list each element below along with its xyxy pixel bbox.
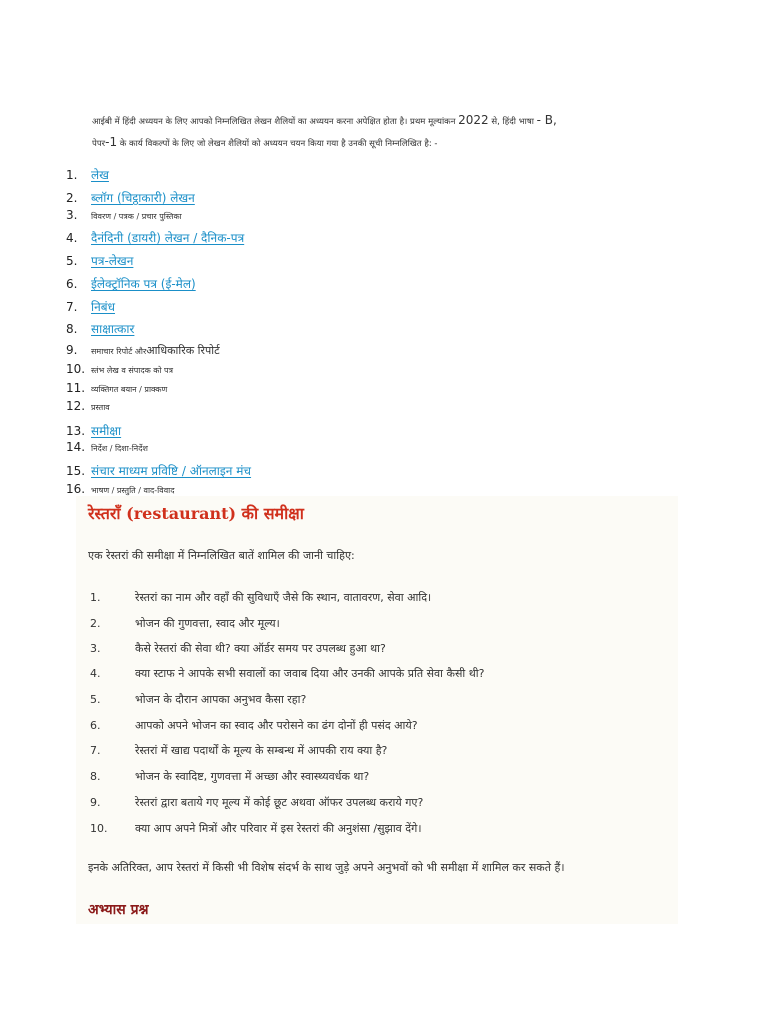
review-point-number: 7.: [90, 744, 101, 757]
review-point-text: क्या आप अपने मित्रों और परिवार में इस रेस्तरां की अनुशंसा /सुझाव देंगे।: [135, 822, 422, 835]
review-point-number: 2.: [90, 617, 101, 630]
writing-style-text: भाषण / प्रस्तुति / वाद-विवाद: [91, 486, 175, 495]
writing-style-link[interactable]: ब्लॉग (चिट्ठाकारी) लेखन: [91, 191, 195, 205]
intro-year: 2022: [458, 113, 489, 127]
review-point-number: 4.: [90, 667, 101, 680]
writing-style-link[interactable]: समीक्षा: [91, 424, 122, 438]
review-point-number: 1.: [90, 591, 101, 604]
list-item: [66, 381, 167, 395]
review-point-text: भोजन के स्वादिष्ट, गुणवत्ता में अच्छा और स्वास्थ्यवर्धक था?: [135, 770, 370, 783]
review-point: [90, 692, 306, 707]
list-number: 13.: [66, 424, 86, 438]
writing-style-link[interactable]: दैनंदिनी (डायरी) लेखन / दैनिक-पत्र: [91, 231, 245, 245]
review-point: [90, 666, 484, 681]
writing-style-text: समाचार रिपोर्ट और: [91, 347, 147, 356]
list-number: 3.: [66, 208, 78, 222]
review-point-number: 8.: [90, 770, 101, 783]
intro-text-2a: पेपर: [92, 139, 106, 149]
list-item: [66, 166, 109, 183]
list-number: 6.: [66, 277, 78, 291]
list-item: [66, 440, 148, 454]
writing-style-link[interactable]: ईलेक्ट्रॉनिक पत्र (ई-मेल): [91, 277, 196, 291]
writing-style-link[interactable]: संचार माध्यम प्रविष्टि / ऑनलाइन मंच: [91, 464, 252, 478]
list-item: [66, 399, 110, 413]
intro-level: - B,: [536, 113, 557, 127]
intro-text-2c: के कार्य विकल्पों के लिए जो लेखन शैलियों को अध्ययन चयन किया गया है उनकी सूची निम्नलिखित है: -: [117, 139, 438, 149]
review-point-text: आपको अपने भोजन का स्वाद और परोसने का ढंग दोनों ही पसंद आये?: [135, 719, 418, 732]
list-number: 12.: [66, 399, 86, 413]
list-number: 10.: [66, 362, 86, 376]
intro-paragraph: [92, 110, 692, 154]
review-point: [90, 590, 431, 605]
review-point: [90, 769, 369, 784]
list-item: [66, 422, 121, 439]
list-number: 8.: [66, 322, 78, 336]
list-item: [66, 252, 133, 269]
review-point: [90, 795, 423, 810]
review-point-number: 10.: [90, 822, 108, 835]
review-point-text: रेस्तरां का नाम और वहाँ की सुविधाएँ जैसे कि स्थान, वातावरण, सेवा आदि।: [135, 591, 432, 604]
review-title: रेस्तराँ (restaurant) की समीक्षा: [88, 504, 304, 523]
writing-style-text: प्रस्ताव: [91, 403, 110, 412]
intro-text-1a: आईबी में हिंदी अध्ययन के लिए आपको निम्नलिखित लेखन शैलियों का अध्ययन करना अपेक्षित होता है। प्रथम मूल्यांकन: [92, 117, 459, 127]
writing-style-text: आधिकारिक रिपोर्ट: [146, 344, 220, 357]
writing-style-text: निर्देश / दिशा-निर्देश: [91, 444, 148, 453]
list-number: 15.: [66, 464, 86, 478]
list-item: [66, 298, 115, 315]
review-point: [90, 641, 386, 656]
review-point-number: 9.: [90, 796, 101, 809]
list-number: 7.: [66, 300, 78, 314]
list-item: [66, 343, 220, 358]
list-number: 5.: [66, 254, 78, 268]
list-number: 11.: [66, 381, 86, 395]
list-number: 16.: [66, 482, 86, 496]
writing-style-link[interactable]: निबंध: [91, 300, 116, 314]
writing-style-text: स्तंभ लेख व संपादक को पत्र: [91, 366, 174, 375]
review-point-text: कैसे रेस्तरां की सेवा थी? क्या ऑर्डर समय पर उपलब्ध हुआ था?: [135, 642, 386, 655]
list-item: [66, 482, 174, 496]
review-point-text: भोजन की गुणवत्ता, स्वाद और मूल्य।: [135, 617, 280, 630]
review-point: [90, 743, 387, 758]
list-number: 2.: [66, 191, 78, 205]
intro-text-1b: से, हिंदी भाषा: [488, 117, 537, 127]
list-number: 14.: [66, 440, 86, 454]
list-number: 4.: [66, 231, 78, 245]
review-point: [90, 616, 280, 631]
list-item: [66, 362, 173, 376]
restaurant-review-section: [76, 496, 678, 924]
review-point-number: 6.: [90, 719, 101, 732]
writing-style-link[interactable]: साक्षात्कार: [91, 322, 135, 336]
review-point-text: भोजन के दौरान आपका अनुभव कैसा रहा?: [135, 693, 307, 706]
review-point: [90, 718, 418, 733]
writing-style-link[interactable]: लेख: [91, 168, 109, 182]
list-number: 1.: [66, 168, 78, 182]
list-item: [66, 462, 251, 479]
list-item: [66, 275, 196, 292]
review-point: [90, 821, 422, 836]
intro-paper-number: -1: [105, 135, 118, 149]
review-lead-text: एक रेस्तरां की समीक्षा में निम्नलिखित बातें शामिल की जानी चाहिए:: [88, 549, 355, 562]
list-item: [66, 189, 195, 206]
practice-questions-heading: अभ्यास प्रश्न: [88, 902, 149, 918]
review-point-text: रेस्तरां में खाद्य पदार्थों के मूल्य के सम्बन्ध में आपकी राय क्या है?: [135, 744, 388, 757]
list-number: 9.: [66, 343, 78, 357]
writing-style-text: व्यक्तिगत बयान / प्राक्कण: [91, 385, 168, 394]
writing-style-text: विवरण / पत्रक / प्रचार पुस्तिका: [91, 212, 182, 221]
review-closing-text: इनके अतिरिक्त, आप रेस्तरां में किसी भी विशेष संदर्भ के साथ जुड़े अपने अनुभवों को भी समीक्षा में शामिल कर सकते हैं।: [88, 861, 565, 874]
list-item: [66, 229, 244, 246]
list-item: [66, 320, 134, 337]
writing-style-link[interactable]: पत्र-लेखन: [91, 254, 134, 268]
list-item: [66, 208, 182, 222]
review-point-number: 5.: [90, 693, 101, 706]
review-point-number: 3.: [90, 642, 101, 655]
review-point-text: क्या स्टाफ ने आपके सभी सवालों का जवाब दिया और उनकी आपके प्रति सेवा कैसी थी?: [135, 667, 485, 680]
review-point-text: रेस्तरां द्वारा बताये गए मूल्य में कोई छूट अथवा ऑफर उपलब्ध कराये गए?: [135, 796, 424, 809]
